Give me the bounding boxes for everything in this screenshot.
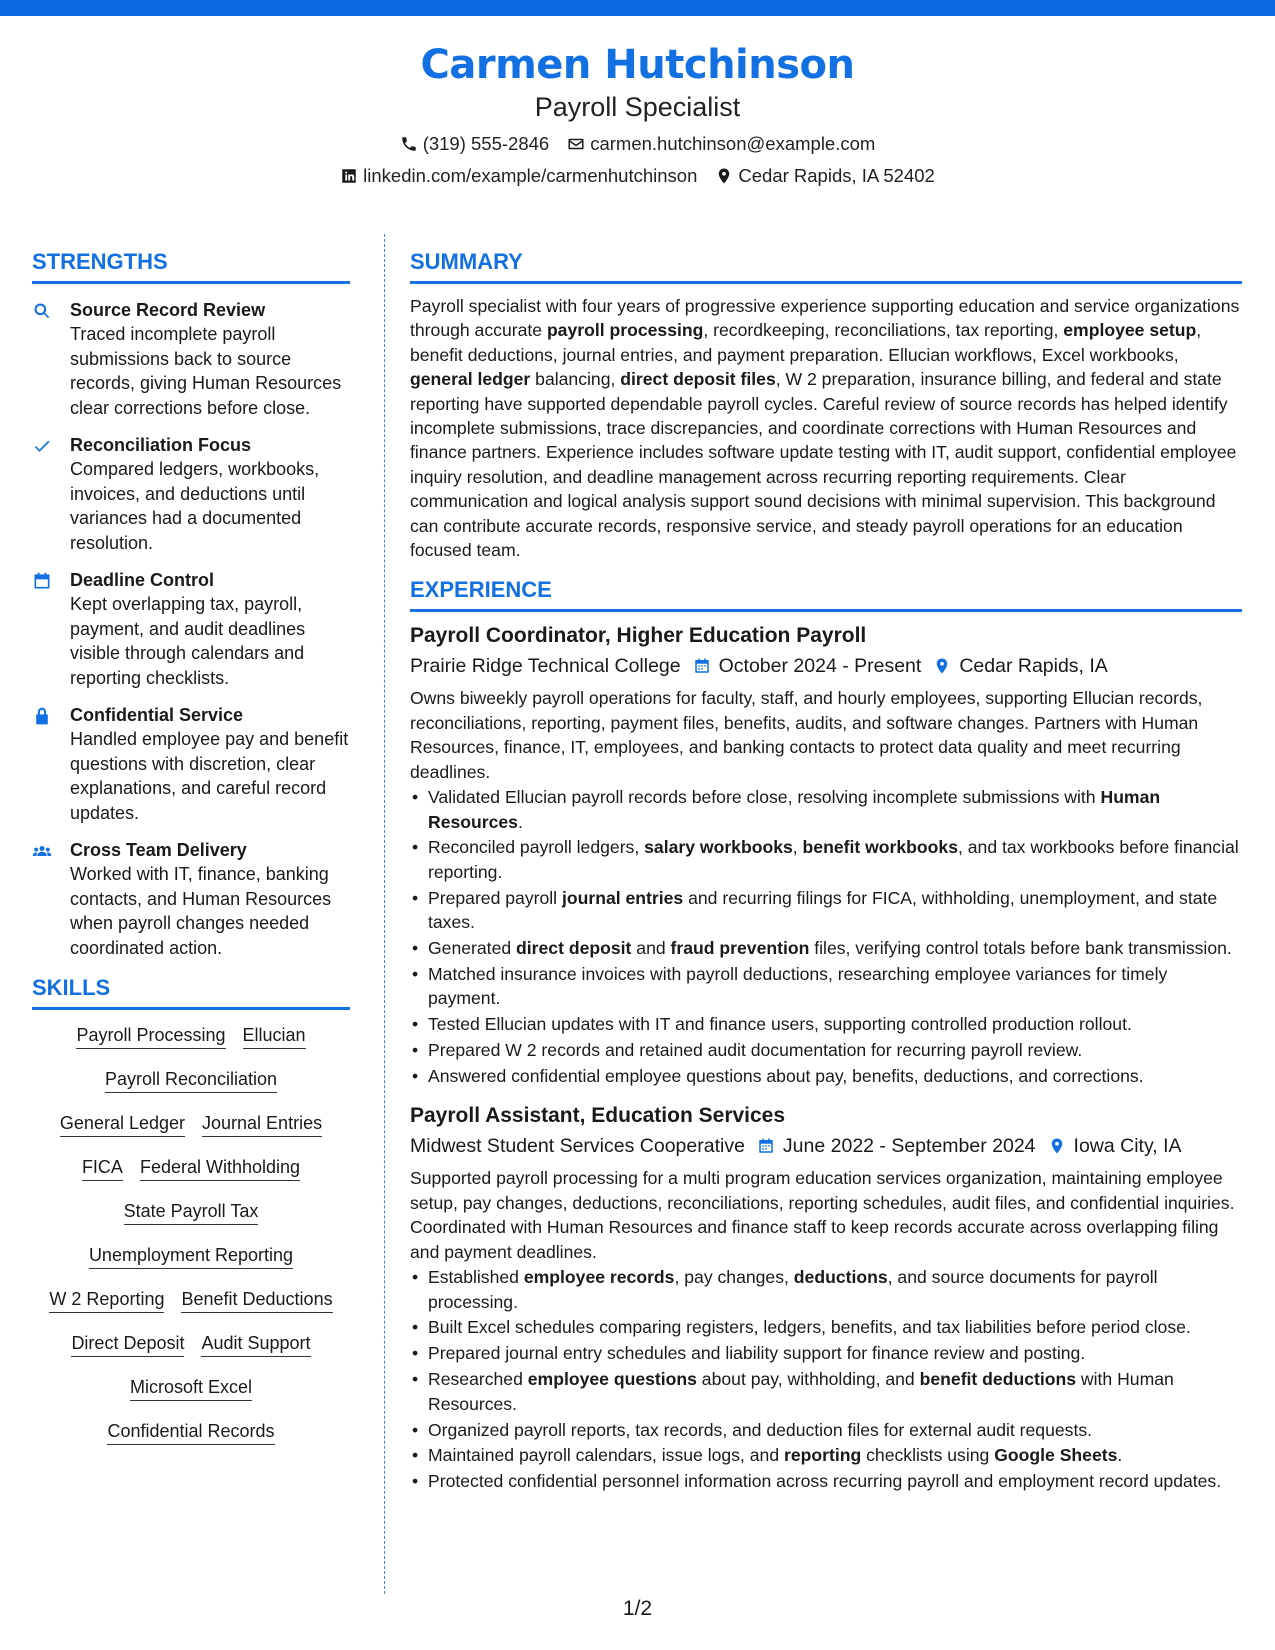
text-segment: files, verifying control totals before bank transmission.	[809, 938, 1232, 959]
bullet-item	[410, 835, 1242, 884]
strength-item	[32, 433, 352, 555]
contact-row-1	[0, 132, 1275, 156]
strength-desc: Worked with IT, finance, banking contacts, and Human Resources when payroll changes needed coordinated action.	[70, 864, 332, 958]
map-pin-icon	[933, 657, 951, 675]
skill-tag: Microsoft Excel	[130, 1376, 252, 1401]
bold-keyword: direct deposit	[516, 938, 632, 959]
text-segment: about pay, withholding, and	[696, 1369, 920, 1390]
bullet-item	[410, 785, 1242, 834]
strength-item	[32, 703, 352, 825]
bold-keyword: employee questions	[527, 1369, 697, 1390]
text-segment: , W 2 preparation, insurance billing, and federal and state reporting have supported dependable payroll cycles. Careful review of source records has helped identify incomplete submissions, trace discrepancies, and coordinate corrections with Human Resources and finance partners. Experience includes software update testing with IT, audit support, confidential employee inquiry resolution, and deadline management across recurring reporting requirements. Clear communication and logical analysis support sound decisions with minimal supervision. This background can contribute accurate records, responsive service, and steady payroll operations for an education focused team.	[410, 369, 1237, 561]
skills-row	[32, 1420, 350, 1445]
skill-tag: Payroll Processing	[76, 1024, 225, 1049]
text-segment: , benefit deductions, journal entries, and payment preparation. Ellucian workflows, Excel workbooks,	[410, 320, 1202, 365]
summary-text	[410, 294, 1242, 562]
search-icon	[32, 301, 52, 321]
linkedin-contact[interactable]	[340, 164, 697, 188]
job-bullets	[410, 785, 1242, 1088]
skill-tag: Direct Deposit	[71, 1332, 184, 1357]
strength-title: Reconciliation Focus	[70, 435, 252, 455]
linkedin-icon	[340, 167, 358, 185]
strengths-list	[32, 298, 352, 960]
strength-item	[32, 838, 352, 960]
summary-heading: SUMMARY	[410, 248, 1242, 284]
location-text: Cedar Rapids, IA 52402	[738, 165, 935, 186]
bold-keyword: Human Resources	[428, 787, 1161, 832]
skills-heading: SKILLS	[32, 974, 350, 1010]
bullet-item	[410, 1012, 1242, 1036]
job-title: Payroll Assistant, Education Services	[410, 1104, 786, 1128]
job-location: Cedar Rapids, IA	[959, 655, 1108, 678]
skill-tag: Federal Withholding	[140, 1156, 300, 1181]
text-segment: Validated Ellucian payroll records before close, resolving incomplete submissions with	[428, 787, 1101, 808]
bold-keyword: deductions	[793, 1267, 888, 1288]
job-dates: October 2024 - Present	[718, 655, 922, 678]
text-segment: , recordkeeping, reconciliations, tax reporting,	[703, 320, 1064, 341]
text-segment: , and source documents for payroll processing.	[428, 1267, 1158, 1312]
bold-keyword: employee records	[523, 1267, 675, 1288]
text-segment: Prepared W 2 records and retained audit documentation for recurring payroll review.	[428, 1040, 1083, 1061]
location-contact	[715, 164, 934, 188]
left-column	[32, 248, 352, 1464]
skill-tag: Unemployment Reporting	[89, 1244, 293, 1269]
job-company: Midwest Student Services Cooperative	[410, 1135, 745, 1158]
resume-header	[0, 40, 1275, 188]
strength-title: Source Record Review	[70, 300, 266, 320]
job-meta	[410, 652, 1242, 680]
phone-icon	[400, 135, 418, 153]
text-segment: Prepared payroll	[428, 887, 562, 908]
strength-item	[32, 298, 352, 420]
bold-keyword: employee setup	[1063, 320, 1197, 341]
bullet-item	[410, 1265, 1242, 1314]
bullet-item	[410, 962, 1242, 1011]
bullet-item	[410, 1038, 1242, 1062]
envelope-icon	[567, 135, 585, 153]
skill-tag: General Ledger	[60, 1112, 185, 1137]
skill-tag: Benefit Deductions	[181, 1288, 332, 1313]
calendar-icon	[32, 571, 52, 591]
text-segment: ,	[792, 837, 803, 858]
skill-tag: Ellucian	[243, 1024, 306, 1049]
bold-keyword: salary workbooks	[644, 837, 793, 858]
strength-title: Cross Team Delivery	[70, 840, 247, 860]
strength-title: Confidential Service	[70, 705, 244, 725]
text-segment: Tested Ellucian updates with IT and finance users, supporting controlled production rollout.	[428, 1014, 1132, 1035]
bold-keyword: benefit workbooks	[802, 837, 958, 858]
text-segment: Reconciled payroll ledgers,	[428, 837, 645, 858]
skills-row	[32, 1112, 350, 1137]
strength-desc: Handled employee pay and benefit questions with discretion, clear explanations, and careful record updates.	[70, 729, 349, 823]
text-segment: Matched insurance invoices with payroll deductions, researching employee variances for timely payment.	[428, 963, 1168, 1009]
calendar-icon	[757, 1137, 775, 1155]
lock-icon	[32, 706, 52, 726]
map-pin-icon	[1048, 1137, 1066, 1155]
text-segment: , and tax workbooks before financial reporting.	[428, 837, 1239, 882]
bullet-item	[410, 936, 1242, 960]
bullet-item	[410, 1418, 1242, 1442]
text-segment: .	[1117, 1445, 1123, 1466]
text-segment: Payroll specialist with four years of progressive experience supporting education and service organizations through accurate	[410, 296, 1240, 341]
users-icon	[32, 841, 52, 861]
skills-row	[32, 1332, 350, 1357]
bold-keyword: general ledger	[410, 369, 531, 390]
bullet-item	[410, 1443, 1242, 1467]
email-text: carmen.hutchinson@example.com	[590, 133, 876, 154]
job-company: Prairie Ridge Technical College	[410, 655, 681, 678]
strengths-heading: STRENGTHS	[32, 248, 350, 284]
text-segment: .	[517, 811, 523, 832]
right-column	[410, 248, 1242, 1495]
bullet-item	[410, 1469, 1242, 1493]
bold-keyword: Google Sheets	[994, 1445, 1118, 1466]
contact-row-2	[0, 164, 1275, 188]
text-segment: Established	[428, 1267, 524, 1288]
skills-row	[32, 1156, 350, 1181]
strength-desc: Traced incomplete payroll submissions back to source records, giving Human Resources clear corrections before close.	[70, 324, 342, 418]
candidate-role: Payroll Specialist	[534, 92, 741, 122]
job-dates: June 2022 - September 2024	[782, 1135, 1036, 1158]
experience-section	[410, 576, 1242, 1493]
text-segment: and recurring filings for FICA, withholding, unemployment, and state taxes.	[428, 887, 1218, 933]
map-pin-icon	[715, 167, 733, 185]
skill-tag: State Payroll Tax	[124, 1200, 259, 1225]
text-segment: Researched	[428, 1369, 528, 1390]
check-icon	[32, 436, 52, 456]
job-location: Iowa City, IA	[1073, 1135, 1182, 1158]
calendar-icon	[693, 657, 711, 675]
bullet-item	[410, 1341, 1242, 1365]
candidate-name: Carmen Hutchinson	[420, 42, 855, 88]
bold-keyword: direct deposit files	[620, 369, 776, 390]
job-description: Owns biweekly payroll operations for faculty, staff, and hourly employees, supporting Ellucian records, reconciliations, reporting, payment files, benefits, audits, and software changes. Partners with Human Resources, finance, IT, employees, and banking contacts to protect data quality and meet recurring deadlines.	[410, 688, 1203, 782]
skill-tag: Audit Support	[201, 1332, 310, 1357]
text-segment: Generated	[428, 938, 517, 959]
text-segment: with Human Resources.	[428, 1369, 1174, 1414]
page-number: 1/2	[622, 1597, 653, 1620]
skill-tag: Journal Entries	[202, 1112, 322, 1137]
jobs-list	[410, 622, 1242, 1493]
skills-row	[32, 1068, 350, 1093]
skill-tag: Confidential Records	[107, 1420, 274, 1445]
top-accent-bar	[0, 0, 1275, 16]
bold-keyword: payroll processing	[546, 320, 704, 341]
experience-heading: EXPERIENCE	[410, 576, 1242, 612]
text-segment: Maintained payroll calendars, issue logs, and	[428, 1445, 784, 1466]
skill-tag: W 2 Reporting	[49, 1288, 164, 1313]
strength-desc: Compared ledgers, workbooks, invoices, and deductions until variances had a documented resolution.	[70, 459, 320, 553]
text-segment: Organized payroll reports, tax records, and deduction files for external audit requests.	[428, 1419, 1093, 1440]
job-bullets	[410, 1265, 1242, 1494]
skills-row	[32, 1288, 350, 1313]
strength-title: Deadline Control	[70, 570, 215, 590]
job-entry	[410, 1102, 1242, 1493]
text-segment: Answered confidential employee questions about pay, benefits, deductions, and corrections.	[428, 1066, 1144, 1087]
strength-item	[32, 568, 352, 690]
strength-desc: Kept overlapping tax, payroll, payment, and audit deadlines visible through calendars and reporting checklists.	[70, 594, 306, 688]
bullet-item	[410, 1315, 1242, 1339]
skills-row	[32, 1024, 350, 1049]
text-segment: Built Excel schedules comparing registers, ledgers, benefits, and tax liabilities before period close.	[428, 1317, 1191, 1338]
skills-row	[32, 1244, 350, 1269]
job-meta	[410, 1132, 1242, 1160]
bullet-item	[410, 1367, 1242, 1416]
job-entry	[410, 622, 1242, 1088]
linkedin-text: linkedin.com/example/carmenhutchinson	[363, 165, 698, 186]
phone-text: (319) 555-2846	[422, 133, 550, 154]
skill-tag: Payroll Reconciliation	[105, 1068, 277, 1093]
job-title: Payroll Coordinator, Higher Education Payroll	[410, 624, 867, 648]
text-segment: and	[631, 938, 671, 959]
skills-row	[32, 1200, 350, 1225]
bullet-item	[410, 1064, 1242, 1088]
text-segment: , pay changes,	[674, 1267, 794, 1288]
skills-list	[32, 1024, 350, 1445]
bold-keyword: journal entries	[561, 887, 684, 908]
job-description: Supported payroll processing for a multi program education services organization, maintaining employee setup, pay changes, deductions, reconciliations, reporting schedules, audit files, and confidential inquiries. Coordinated with Human Resources and finance staff to keep records accurate across overlapping filing and payment deadlines.	[410, 1168, 1235, 1262]
bold-keyword: benefit deductions	[919, 1369, 1077, 1390]
bold-keyword: fraud prevention	[670, 938, 810, 959]
skill-tag: FICA	[82, 1156, 123, 1181]
email-contact[interactable]	[567, 132, 875, 156]
bold-keyword: reporting	[784, 1445, 862, 1466]
text-segment: checklists using	[861, 1445, 995, 1466]
bullet-item	[410, 886, 1242, 935]
text-segment: Protected confidential personnel information across recurring payroll and employment record updates.	[428, 1471, 1222, 1492]
phone-contact[interactable]	[400, 132, 550, 156]
text-segment: balancing,	[530, 369, 621, 390]
column-divider	[384, 234, 385, 1594]
text-segment: Prepared journal entry schedules and liability support for finance review and posting.	[428, 1343, 1086, 1364]
skills-row	[32, 1376, 350, 1401]
